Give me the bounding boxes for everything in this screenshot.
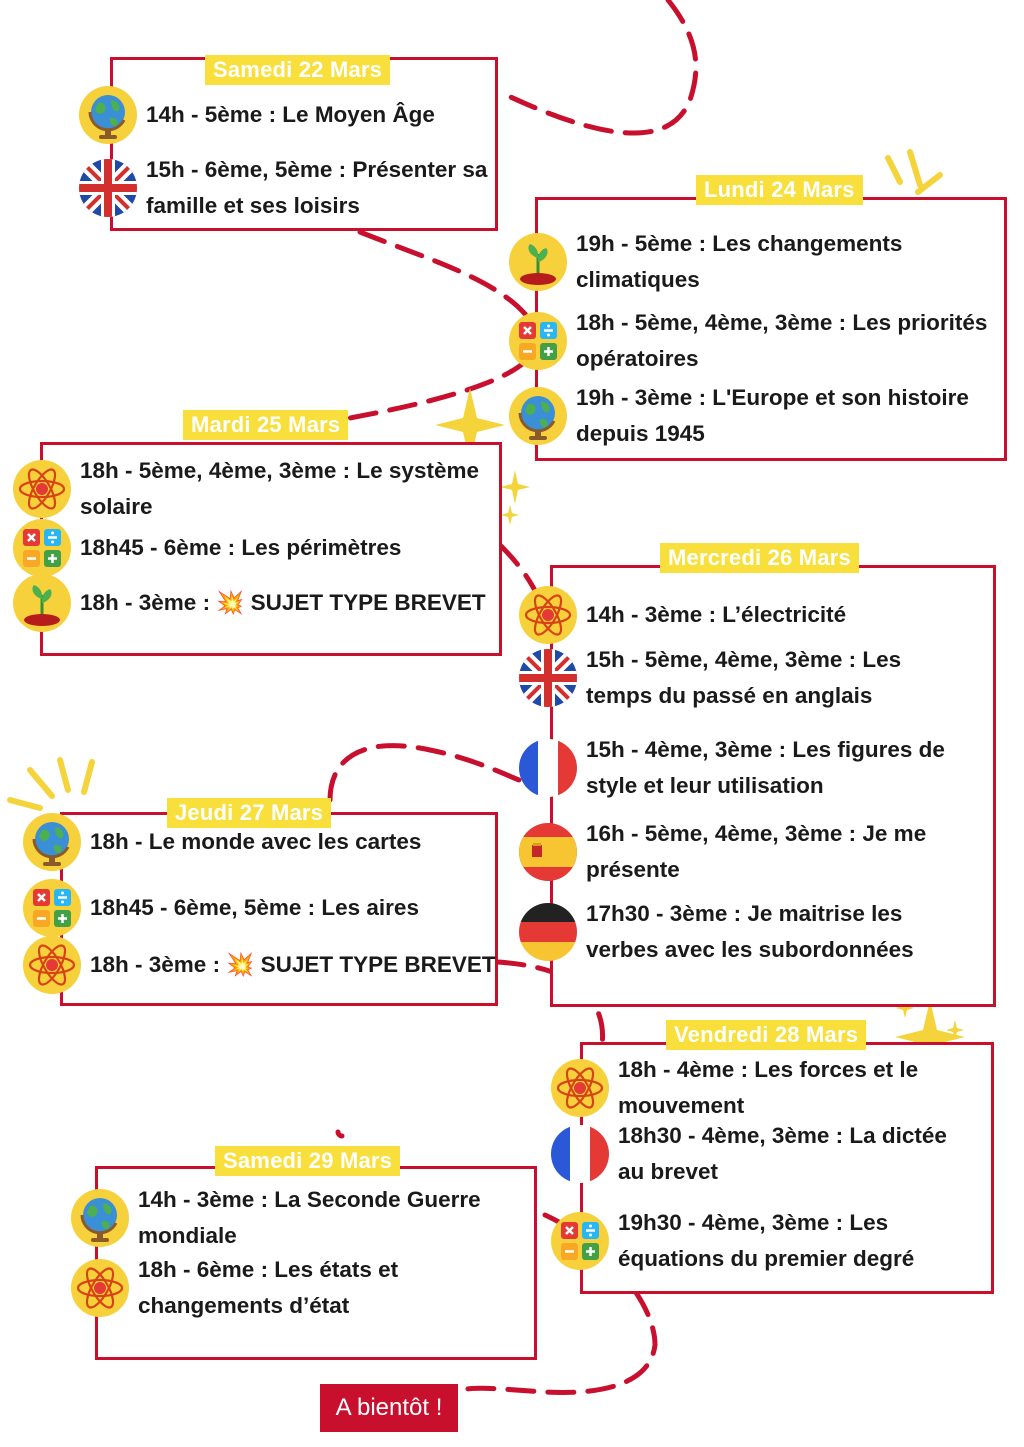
session-text: 19h30 - 4ème, 3ème : Les équations du premier degré xyxy=(618,1210,915,1271)
session-row xyxy=(78,152,496,224)
session-text: 15h - 6ème, 5ème : Présenter sa famille et ses loisirs xyxy=(146,157,488,218)
calculator-icon xyxy=(550,1211,610,1271)
day-label: Vendredi 28 Mars xyxy=(666,1020,866,1050)
plant-icon xyxy=(12,573,72,633)
session-text xyxy=(90,947,510,983)
session-text: 18h - 6ème : Les états et changements d’état xyxy=(138,1257,399,1318)
collision-icon: 💥 xyxy=(226,952,255,977)
session-text: 18h45 - 6ème : Les périmètres xyxy=(80,535,402,560)
session-row xyxy=(12,573,500,633)
session-text: 18h - 5ème, 4ème, 3ème : Le système solaire xyxy=(80,458,479,519)
session-row xyxy=(518,816,976,888)
session-row xyxy=(78,85,446,145)
session-text: 15h - 4ème, 3ème : Les figures de style et leur utilisation xyxy=(586,737,945,798)
calculator-icon xyxy=(12,518,72,578)
session-text-suffix: SUJET TYPE BREVET xyxy=(250,590,486,615)
session-text-prefix: 18h - 3ème : xyxy=(90,952,221,977)
session-text: 19h - 5ème : Les changements climatiques xyxy=(576,231,903,292)
uk-flag-icon xyxy=(518,648,578,708)
session-text: 18h - 5ème, 4ème, 3ème : Les priorités opératoires xyxy=(576,310,988,371)
atom-icon xyxy=(518,585,578,645)
dashed-path-segment xyxy=(338,1132,342,1136)
session-row xyxy=(22,812,510,872)
france-flag-icon xyxy=(550,1124,610,1184)
session-row xyxy=(70,1252,538,1324)
atom-icon xyxy=(12,459,72,519)
session-row xyxy=(550,1118,978,1190)
day-label: Samedi 29 Mars xyxy=(215,1146,400,1176)
atom-icon xyxy=(22,935,82,995)
uk-flag-icon xyxy=(78,158,138,218)
atom-icon xyxy=(550,1058,610,1118)
session-row xyxy=(22,935,510,995)
session-text: 15h - 5ème, 4ème, 3ème : Les temps du passé en anglais xyxy=(586,647,902,708)
session-row xyxy=(22,878,505,938)
germany-flag-icon xyxy=(518,902,578,962)
collision-icon: 💥 xyxy=(216,590,245,615)
calculator-icon xyxy=(22,878,82,938)
session-row xyxy=(12,453,505,525)
dashed-path-segment xyxy=(330,746,540,800)
globe-icon xyxy=(70,1188,130,1248)
session-text: 14h - 5ème : Le Moyen Âge xyxy=(146,102,435,127)
session-row xyxy=(508,305,1006,377)
dashed-path-segment xyxy=(500,0,696,133)
session-text: 18h - Le monde avec les cartes xyxy=(90,829,422,854)
session-text-suffix: SUJET TYPE BREVET xyxy=(260,952,496,977)
session-row xyxy=(508,226,996,298)
session-row xyxy=(550,1052,958,1124)
closing-banner: A bientôt ! xyxy=(320,1384,458,1432)
session-text: 18h - 4ème : Les forces et le mouvement xyxy=(618,1057,919,1118)
session-row xyxy=(550,1205,978,1277)
session-row xyxy=(518,732,986,804)
session-row xyxy=(518,642,946,714)
session-row xyxy=(12,518,495,578)
globe-icon xyxy=(508,386,568,446)
session-text: 18h45 - 6ème, 5ème : Les aires xyxy=(90,895,419,920)
globe-icon xyxy=(22,812,82,872)
atom-icon xyxy=(70,1258,130,1318)
day-label: Mardi 25 Mars xyxy=(183,410,348,440)
session-row xyxy=(508,380,996,452)
session-row xyxy=(518,896,956,968)
session-text: 17h30 - 3ème : Je maitrise les verbes avec les subordonnées xyxy=(586,901,914,962)
session-text xyxy=(80,585,500,621)
calculator-icon xyxy=(508,311,568,371)
session-text: 14h - 3ème : L’électricité xyxy=(586,602,847,627)
session-text: 16h - 5ème, 4ème, 3ème : Je me présente xyxy=(586,821,927,882)
spain-flag-icon xyxy=(518,822,578,882)
france-flag-icon xyxy=(518,738,578,798)
globe-icon xyxy=(78,85,138,145)
day-label: Lundi 24 Mars xyxy=(696,175,863,205)
day-label: Mercredi 26 Mars xyxy=(660,543,859,573)
session-text-prefix: 18h - 3ème : xyxy=(80,590,211,615)
day-label: Samedi 22 Mars xyxy=(205,55,390,85)
session-row xyxy=(518,585,986,645)
plant-icon xyxy=(508,232,568,292)
day-label: Jeudi 27 Mars xyxy=(167,798,331,828)
session-text: 14h - 3ème : La Seconde Guerre mondiale xyxy=(138,1187,481,1248)
session-text: 19h - 3ème : L'Europe et son histoire depuis 1945 xyxy=(576,385,969,446)
session-text: 18h30 - 4ème, 3ème : La dictée au brevet xyxy=(618,1123,947,1184)
session-row xyxy=(70,1182,538,1254)
